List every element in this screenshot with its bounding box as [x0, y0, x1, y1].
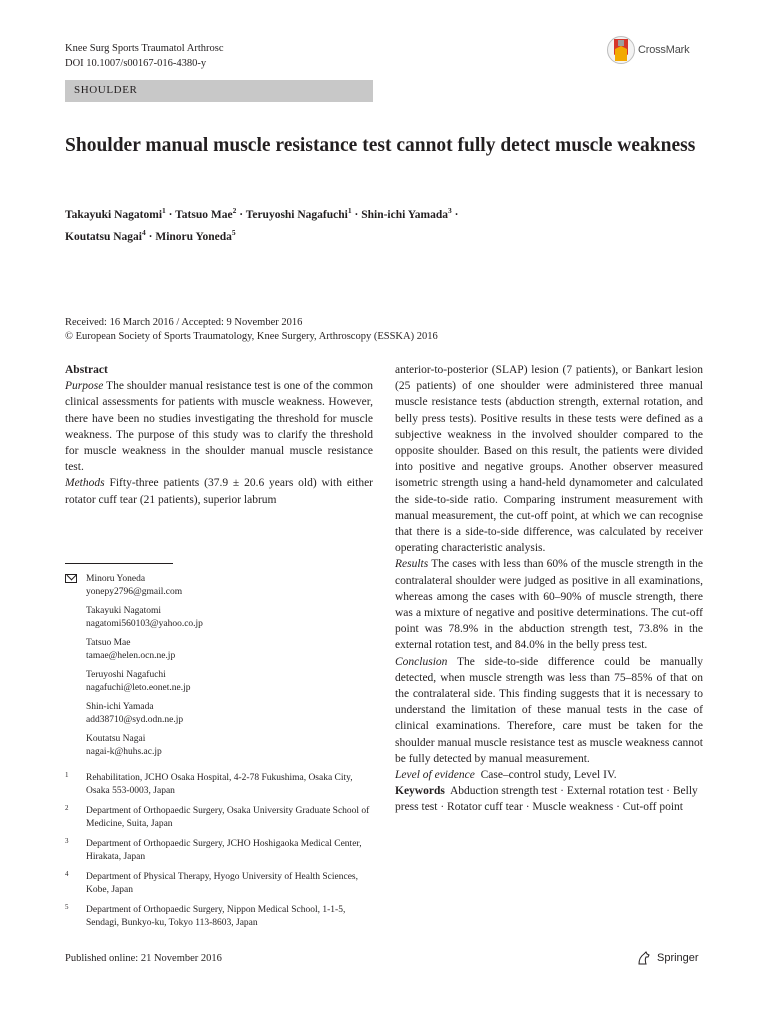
affiliation: 5 Department of Orthopaedic Surgery, Nippon Medical School, 1-1-5, Sendagi, Bunkyo-ku, Tokyo 113-8603, Japan	[65, 903, 346, 928]
keywords: Keywords Abduction strength test · External rotation test · Belly press test · Rotator cuff tear · Muscle weakness · Cut-off point	[395, 785, 698, 814]
contact-entry: Shin-ichi Yamada add38710@syd.odn.ne.jp	[65, 701, 373, 726]
springer-horse-icon	[636, 950, 652, 966]
article-dates	[65, 316, 705, 344]
journal-name: Knee Surg Sports Traumatol Arthrosc	[65, 43, 224, 54]
journal-doi[interactable]: DOI 10.1007/s00167-016-4380-y	[65, 58, 207, 69]
author[interactable]: Takayuki Nagatomi$^1$	[65, 206, 166, 221]
published-date: Published online: 21 November 2016	[65, 953, 222, 964]
envelope-icon	[65, 574, 77, 583]
crossmark-badge[interactable]	[607, 33, 707, 67]
abstract-left-column	[65, 362, 373, 508]
affiliation-list	[65, 772, 373, 937]
publisher-name: Springer	[657, 952, 699, 964]
abstract-methods: Methods Fifty-three patients (37.9 ± 20.6 years old) with either rotator cuff tear (21 patients), superior labrum	[65, 477, 374, 506]
contact-entry: Takayuki Nagatomi nagatomi560103@yahoo.co.jp	[65, 605, 373, 630]
author[interactable]: Minoru Yoneda$^5$	[155, 227, 236, 243]
email-link[interactable]: nagafuchi@leto.eonet.ne.jp	[86, 682, 191, 693]
footnote-divider	[65, 563, 173, 564]
crossmark-label: CrossMark	[638, 44, 690, 56]
affiliation: 1 Rehabilitation, JCHO Osaka Hospital, 4-2-78 Fukushima, Osaka City, Osaka 553-0003, Japan	[65, 771, 353, 796]
abstract-right-column	[395, 362, 703, 816]
publisher-logo[interactable]	[636, 950, 699, 966]
journal-header	[65, 41, 223, 71]
author-list: Takayuki Nagatomi$^1$ · Tatsuo Mae$^2$ · Teruyoshi Nagafuchi$^1$ · Shin-ichi Yamada$^3$ · Koutatsu Nagai$^4$ · Minoru Yoneda$^5$	[65, 206, 459, 243]
email-link[interactable]: yonepy2796@gmail.com	[86, 586, 183, 597]
section-bar	[65, 80, 373, 102]
author[interactable]: Shin-ichi Yamada$^3$	[361, 206, 452, 221]
email-link[interactable]: add38710@syd.odn.ne.jp	[86, 714, 184, 725]
affiliation: 4 Department of Physical Therapy, Hyogo University of Health Sciences, Kobe, Japan	[65, 870, 358, 895]
abstract-evidence: Level of evidence Case–control study, Level IV.	[395, 769, 617, 782]
affiliation: 3 Department of Orthopaedic Surgery, JCHO Hoshigaoka Medical Center, Hirakata, Japan	[65, 837, 362, 862]
contact-list	[65, 573, 373, 765]
author[interactable]: Koutatsu Nagai$^4$	[65, 227, 146, 243]
contact-entry: Koutatsu Nagai nagai-k@huhs.ac.jp	[65, 733, 373, 758]
author[interactable]: Teruyoshi Nagafuchi$^1$	[245, 206, 352, 221]
article-title: Shoulder manual muscle resistance test cannot fully detect muscle weakness	[65, 135, 696, 156]
author[interactable]: Tatsuo Mae$^2$	[175, 206, 237, 221]
contact-entry: Tatsuo Mae tamae@helen.ocn.ne.jp	[65, 637, 373, 662]
email-link[interactable]: nagai-k@huhs.ac.jp	[86, 746, 162, 757]
copyright-notice: © European Society of Sports Traumatology, Knee Surgery, Arthroscopy (ESSKA) 2016	[65, 331, 438, 342]
section-label: SHOULDER	[74, 84, 138, 96]
abstract-purpose: Purpose The shoulder manual resistance test is one of the common clinical assessments for patients with muscle weakness. However, there have been no studies investigating the threshold for muscle weakness. The purpose of this study was to clarify the threshold for muscle weakness in the shoulder manual muscle resistance test.	[65, 380, 373, 474]
abstract-results: Results The cases with less than 60% of the muscle strength in the contralateral shoulder were judged as positive in all examinations, whereas among the cases with 60–90% of muscle strength, there was a mixture of negative and positive determinations. The cut-off point was 78.9% in the abduction strength test, 73.8% in the external rotation test, and 84.0% in the belly press test.	[395, 558, 703, 652]
affiliation: 2 Department of Orthopaedic Surgery, Osaka University Graduate School of Medicine, Suita, Japan	[65, 804, 370, 829]
contact-entry: Teruyoshi Nagafuchi nagafuchi@leto.eonet.ne.jp	[65, 669, 373, 694]
received-date: Received: 16 March 2016 / Accepted: 9 November 2016	[65, 317, 303, 328]
email-link[interactable]: nagatomi560103@yahoo.co.jp	[86, 618, 203, 629]
abstract-methods-cont: anterior-to-posterior (SLAP) lesion (7 patients), or Bankart lesion (25 patients) of one shoulder were administered three manual muscle resistance tests (abduction strength, external rotation, and belly press tests). Positive results in these tests were defined as a subjective weakness in the involved shoulder compared to the opposite shoulder. Based on this result, the patients were divided into positive and negative groups. Another observer measured isometric strength using a hand-held dynamometer and calculated the side-to-side ratio. Comparing instrument measurement with manual measurement, the cut-off point, at which we can recognise that there is a side-to-side difference, was calculated by receiver operating characteristic analysis.	[395, 364, 703, 555]
email-link[interactable]: tamae@helen.ocn.ne.jp	[86, 650, 176, 661]
abstract-conclusion: Conclusion The side-to-side difference could be manually detected, when muscle strength was less than 75–85% of that on the contralateral side. This finding suggests that it is necessary to understand the limitation of these manual tests in the case of clinical examinations. Therefore, care must be taken for the shoulder manual muscle resistance test as muscle weakness cannot be fully detected by manual measurement.	[395, 655, 703, 765]
contact-entry: Minoru Yoneda yonepy2796@gmail.com	[65, 573, 373, 598]
abstract-heading: Abstract	[65, 364, 108, 376]
crossmark-icon	[607, 35, 635, 65]
